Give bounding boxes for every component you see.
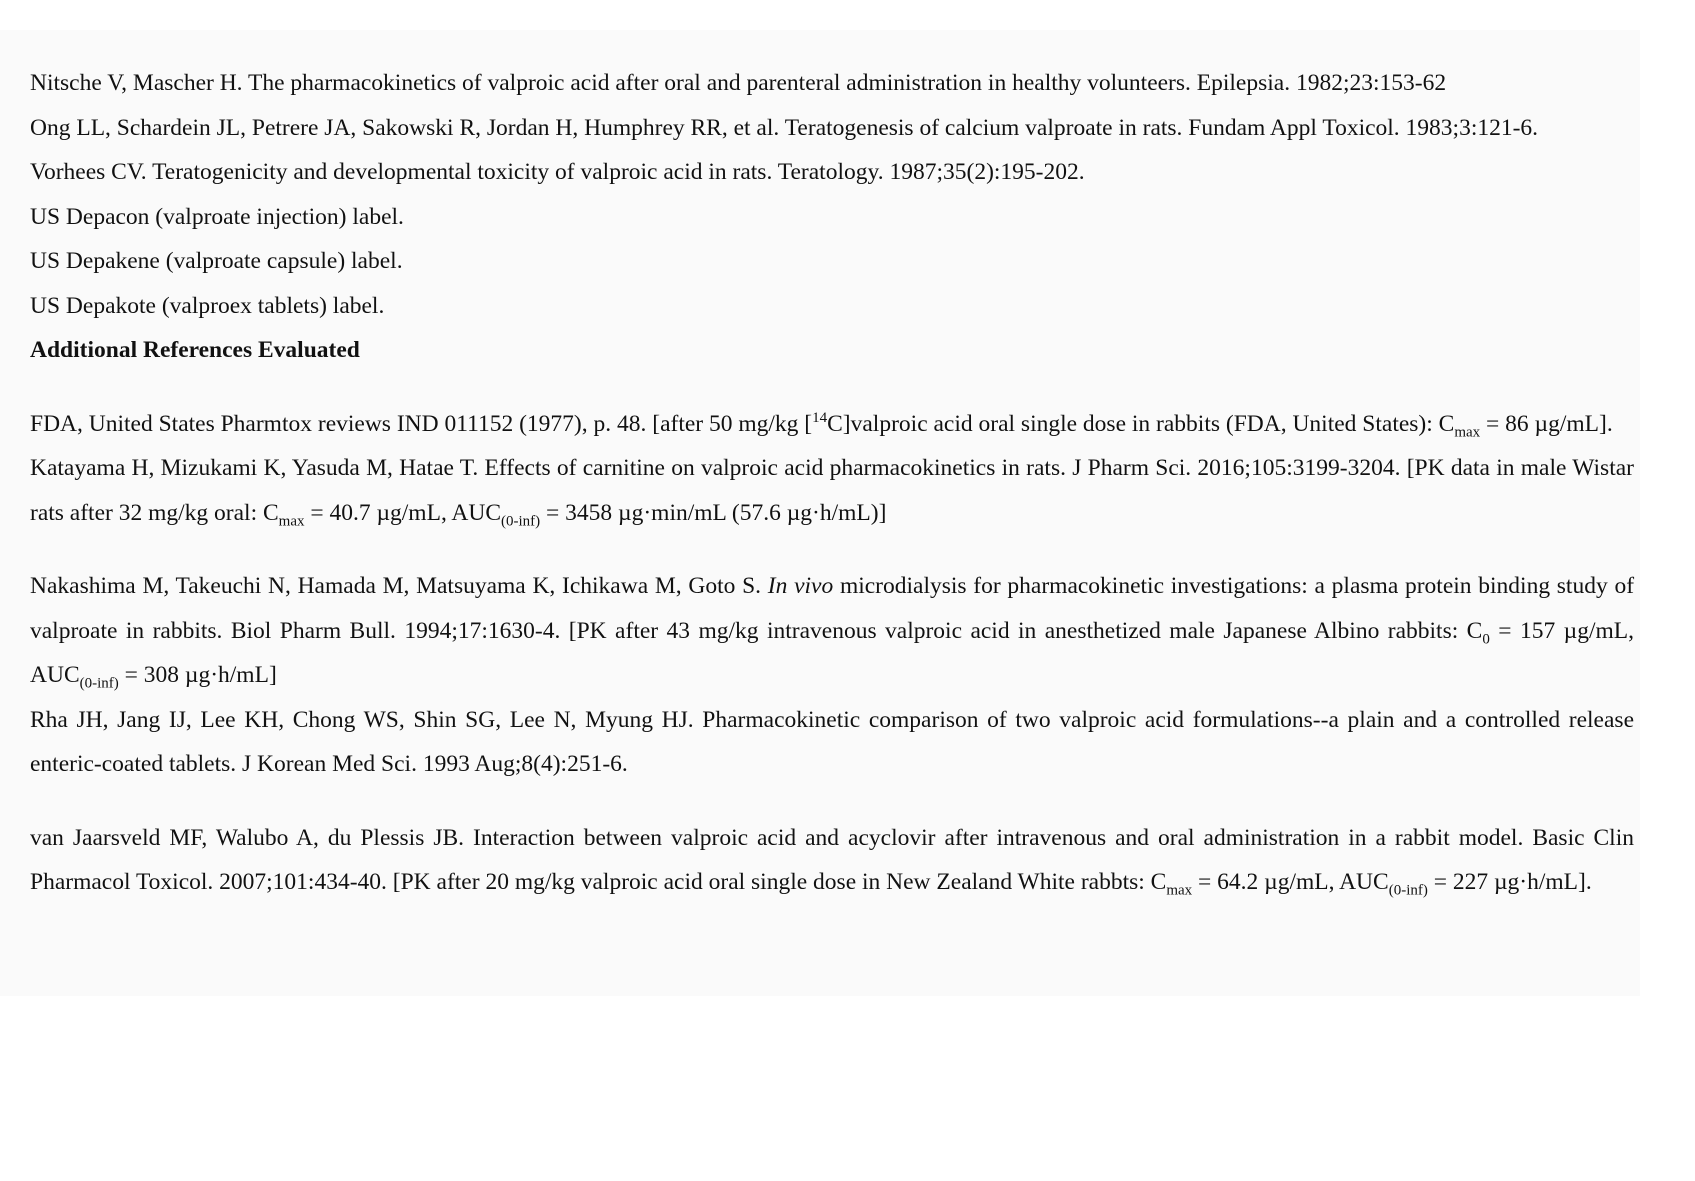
reference-text-part: Nakashima M, Takeuchi N, Hamada M, Matsuyama K, Ichikawa M, Goto S. [30,573,768,599]
reference-nakashima [30,564,1634,698]
c0-subscript: 0 [1482,631,1490,648]
reference-text-part: = 227 µg·h/mL]. [1427,869,1592,895]
reference-fda-pharmtox [30,402,1634,447]
reference-depakene-label [30,239,1634,284]
reference-text: US Depakene (valproate capsule) label. [30,248,403,274]
reference-text: US Depakote (valproex tablets) label. [30,292,385,319]
reference-text-part: = 86 µg/mL]. [1480,410,1613,437]
section-spacer [30,535,1634,564]
reference-list [30,61,1634,905]
reference-text: Rha JH, Jang IJ, Lee KH, Chong WS, Shin SG, Lee N, Myung HJ. Pharmacokinetic comparison of two valproic acid formulations--a plain and a controlled release enteric-coated tablets. J Korean Med Sci. 1993 Aug;8(4):251-6. [30,706,1634,777]
auc-subscript: (0-inf) [501,513,541,530]
reference-text-part: = 157 µg/mL, AUC [30,617,1634,688]
reference-text-part: van Jaarsveld MF, Walubo A, du Plessis JB. Interaction between valproic acid and acyclovir after intravenous and oral administration in a rabbit model. Basic Clin Pharmacol Toxicol. 2007;101:434-40. [PK after 20 mg/kg valproic acid oral single dose in New Zealand White rabbts: C [30,824,1634,895]
reference-rha [30,698,1634,787]
section-spacer [30,373,1634,402]
reference-depacon-label [30,195,1634,240]
reference-text: US Depacon (valproate injection) label. [30,203,404,230]
cmax-subscript: max [278,513,305,530]
reference-text: Vorhees CV. Teratogenicity and developmental toxicity of valproic acid in rats. Teratology. 1987;35(2):195-202. [30,159,1085,185]
section-spacer [30,787,1634,816]
reference-text-part: Katayama H, Mizukami K, Yasuda M, Hatae T. Effects of carnitine on valproic acid pharmacokinetics in rats. J Pharm Sci. 2016;105:3199-3204. [PK data in male Wistar rats after 32 mg/kg oral: C [30,455,1634,526]
reference-van-jaarsveld [30,816,1634,905]
reference-text-part: = 3458 µg·min/mL (57.6 µg·h/mL)] [540,499,887,526]
reference-vorhees [30,150,1634,195]
reference-text-part: FDA, United States Pharmtox reviews IND 011152 (1977), p. 48. [after 50 mg/kg [ [30,410,813,437]
auc-subscript: (0-inf) [1388,882,1428,899]
isotope-superscript: 14 [812,409,828,426]
text-area [0,30,1640,996]
cmax-subscript: max [1454,424,1481,441]
reference-text-part: microdialysis for pharmacokinetic investigations: a plasma protein binding study of valproate in rabbits. Biol Pharm Bull. 1994;17:1630-4. [PK after 43 mg/kg intravenous valproic acid in anesthetized male Japanese Albino rabbits: C [30,573,1635,644]
reference-text: Ong LL, Schardein JL, Petrere JA, Sakowski R, Jordan H, Humphrey RR, et al. Teratogenesis of calcium valproate in rats. Fundam Appl Toxicol. 1983;3:121-6. [30,114,1539,141]
reference-nitsche [30,61,1634,106]
reference-text-part: = 40.7 µg/mL, AUC [304,499,502,526]
section-heading: Additional References Evaluated [30,337,360,363]
reference-text-part: = 308 µg·h/mL] [118,662,277,688]
auc-subscript: (0-inf) [79,675,119,692]
reference-text-part: C]valproic acid oral single dose in rabbits (FDA, United States): C [827,410,1455,437]
reference-katayama [30,446,1634,535]
reference-ong [30,106,1634,151]
reference-depakote-label [30,284,1634,329]
reference-text-part: = 64.2 µg/mL, AUC [1192,869,1389,895]
cmax-subscript: max [1166,882,1193,899]
italic-term: In vivo [767,573,834,599]
reference-text: Nitsche V, Mascher H. The pharmacokinetics of valproic acid after oral and parenteral administration in healthy volunteers. Epilepsia. 1982;23:153-62 [30,70,1447,96]
